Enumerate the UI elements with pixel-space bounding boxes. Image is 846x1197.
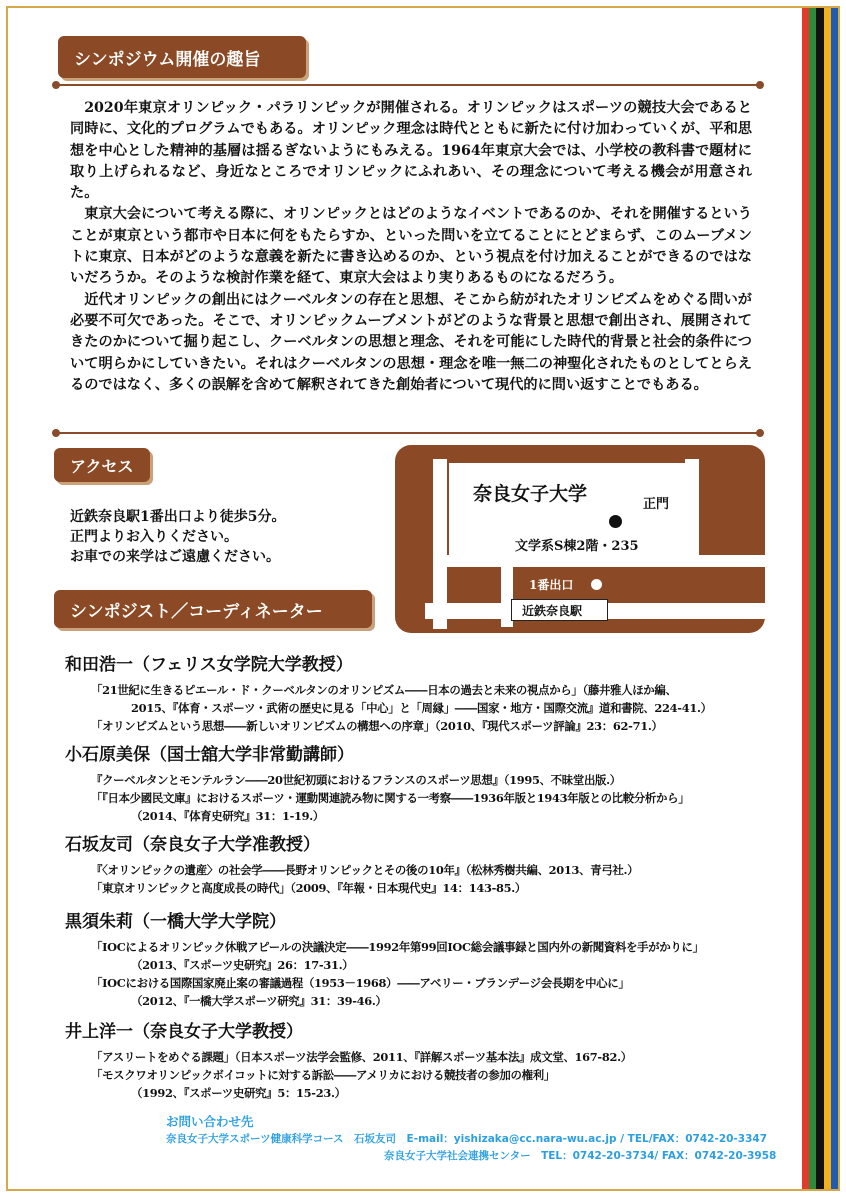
access-heading: アクセス bbox=[54, 448, 150, 482]
access-text bbox=[70, 507, 285, 567]
speaker-name-text: 和田浩一 bbox=[65, 655, 133, 675]
speaker-affiliation: （奈良女子大学准教授） bbox=[133, 835, 320, 855]
speaker-works bbox=[91, 938, 785, 1010]
speaker-name bbox=[65, 830, 785, 855]
purpose-heading: シンポジウム開催の趣旨 bbox=[58, 36, 306, 78]
color-stripes bbox=[802, 8, 838, 1189]
speaker-name bbox=[65, 1017, 785, 1042]
speaker-koishihara bbox=[65, 740, 785, 825]
contact-heading: お問い合わせ先 bbox=[166, 1114, 254, 1129]
stripe-blue bbox=[831, 8, 838, 1189]
speaker-name bbox=[65, 740, 785, 765]
speaker-works bbox=[91, 681, 785, 735]
speaker-affiliation: （フェリス女学院大学教授） bbox=[133, 655, 353, 675]
work-item: 「21世紀に生きるピエール・ド・クーベルタンのオリンピズム――日本の過去と未来の視点から」（藤井雅人ほか編、 bbox=[91, 683, 677, 697]
access-line-3: お車での来学はご遠慮ください。 bbox=[70, 549, 280, 565]
speaker-name-text: 井上洋一 bbox=[65, 1022, 133, 1042]
divider-top bbox=[56, 84, 760, 86]
speakers-heading: シンポジスト／コーディネーター bbox=[54, 590, 372, 628]
work-item: 「モスクワオリンピックボイコットに対する訴訟――アメリカにおける競技者の参加の権利」 bbox=[91, 1068, 555, 1082]
purpose-paragraph-2: 東京大会について考える際に、オリンピックとはどのようなイベントであるのか、それを開催するということが東京という都市や日本に何をもたらすか、といった問いを立てることにとどまらず、このムーブメントに東京、日本がどのような意義を新たに書き込めるのか、という視点を付け加えることができるのではないだろうか。そのような検討作業を経て、東京大会はより実りあるものになるだろう。 bbox=[70, 206, 752, 287]
map-gate-label: 正門 bbox=[643, 497, 670, 512]
stripe-red bbox=[802, 8, 809, 1189]
divider-middle bbox=[56, 432, 760, 434]
work-item: （2014、『体育史研究』31：1-19.） bbox=[131, 809, 325, 823]
work-item: 2015、『体育・スポーツ・武術の歴史に見る「中心」と「周縁」――国家・地方・国際交流』道和書院、224-41.） bbox=[131, 701, 712, 715]
work-item: 「『日本少國民文庫』におけるスポーツ・運動関連読み物に関する一考察――1936年版と1943年版との比較分析から」 bbox=[91, 791, 690, 805]
map-building-label: 文学系S棟2階・235 bbox=[515, 539, 639, 554]
work-item: 「オリンピズムという思想――新しいオリンピズムの構想への序章」（2010、『現代スポーツ評論』23：62-71.） bbox=[91, 719, 663, 733]
speaker-name-text: 黒須朱莉 bbox=[65, 912, 133, 932]
map-building-marker bbox=[609, 515, 622, 528]
map-campus-label: 奈良女子大学 bbox=[473, 483, 588, 505]
purpose-paragraph-1: 2020年東京オリンピック・パラリンピックが開催される。オリンピックはスポーツの競技大会であると同時に、文化的プログラムでもある。オリンピック理念は時代とともに新たに付け加わっていくが、平和思想を中心とした精神的基層は揺るぎないようにもみえる。1964年東京大会では、小学校の教科書で題材に取り上げられるなど、身近なところでオリンピックにふれあい、その理念について考える機会が用意された。 bbox=[70, 100, 752, 202]
speaker-affiliation: （奈良女子大学教授） bbox=[133, 1022, 303, 1042]
work-item: （2012、『一橋大学スポーツ研究』31：39-46.） bbox=[131, 994, 387, 1008]
map-exit-marker bbox=[591, 579, 602, 590]
work-item: 『〈オリンピックの遺産〉の社会学――長野オリンピックとその後の10年』（松林秀樹共編、2013、青弓社.） bbox=[91, 863, 639, 877]
work-item: （1992、『スポーツ史研究』5：15-23.） bbox=[131, 1086, 346, 1100]
work-item: （2013、『スポーツ史研究』26：17-31.） bbox=[131, 958, 354, 972]
purpose-paragraph-3: 近代オリンピックの創出にはクーベルタンの存在と思想、そこから紡がれたオリンピズムをめぐる問いが必要不可欠であった。そこで、オリンピックムーブメントがどのような背景と思想で創出され、展開されてきたのかについて掘り起こし、クーベルタンの思想と理念、それを可能にした時代的背景と社会的条件について明らかにしていきたい。それはクーベルタンの思想・理念を唯一無二の神聖化されたものとしてとらえるのではなく、多くの誤解を含めて解釈されてきた創始者について現代的に問い返すことでもある。 bbox=[70, 291, 752, 393]
contact-line-1: 奈良女子大学スポーツ健康科学コース 石坂友司 E-mail：yishizaka@cc.nara-wu.ac.jp / TEL/FAX：0742-20-3347 bbox=[166, 1133, 768, 1145]
work-item: 「アスリートをめぐる課題」（日本スポーツ法学会監修、2011、『詳解スポーツ基本法』成文堂、167-82.） bbox=[91, 1050, 632, 1064]
purpose-body bbox=[70, 98, 752, 396]
work-item: 「東京オリンピックと高度成長の時代」（2009、『年報・日本現代史』14：143-85.） bbox=[91, 881, 527, 895]
speaker-works bbox=[91, 771, 785, 825]
speaker-affiliation: （国士舘大学非常勤講師） bbox=[150, 745, 354, 765]
map-station-label: 近鉄奈良駅 bbox=[522, 604, 583, 618]
speaker-works bbox=[91, 861, 785, 897]
access-line-2: 正門よりお入りください。 bbox=[70, 529, 238, 545]
access-line-1: 近鉄奈良駅1番出口より徒歩5分。 bbox=[70, 509, 286, 525]
speaker-inoue bbox=[65, 1017, 785, 1102]
speaker-affiliation: （一橋大学大学院） bbox=[133, 912, 286, 932]
speaker-name bbox=[65, 907, 785, 932]
stripe-yellow bbox=[824, 8, 831, 1189]
stripe-black bbox=[816, 8, 823, 1189]
speaker-kurosu bbox=[65, 907, 785, 1010]
speaker-name-text: 石坂友司 bbox=[65, 835, 133, 855]
speaker-name bbox=[65, 650, 785, 675]
map-road-middle bbox=[433, 555, 765, 567]
campus-map bbox=[395, 445, 765, 633]
work-item: 『クーベルタンとモンテルラン――20世紀初頭におけるフランスのスポーツ思想』（1995、不昧堂出版.） bbox=[91, 773, 621, 787]
map-exit-label: 1番出口 bbox=[529, 578, 574, 592]
work-item: 「IOCによるオリンピック休戦アピールの決議決定――1992年第99回IOC総会議事録と国内外の新聞資料を手がかりに」 bbox=[91, 940, 704, 954]
speaker-ishizaka bbox=[65, 830, 785, 897]
speaker-name-text: 小石原美保 bbox=[65, 745, 150, 765]
speaker-works bbox=[91, 1048, 785, 1102]
work-item: 「IOCにおける国際国家廃止案の審議過程（1953－1968）――アベリー・ブランデージ会長期を中心に」 bbox=[91, 976, 630, 990]
stripe-green bbox=[809, 8, 816, 1189]
contact-line-2: 奈良女子大学社会連携センター TEL：0742-20-3734/ FAX：0742-20-3958 bbox=[384, 1150, 777, 1162]
speaker-wada bbox=[65, 650, 785, 735]
